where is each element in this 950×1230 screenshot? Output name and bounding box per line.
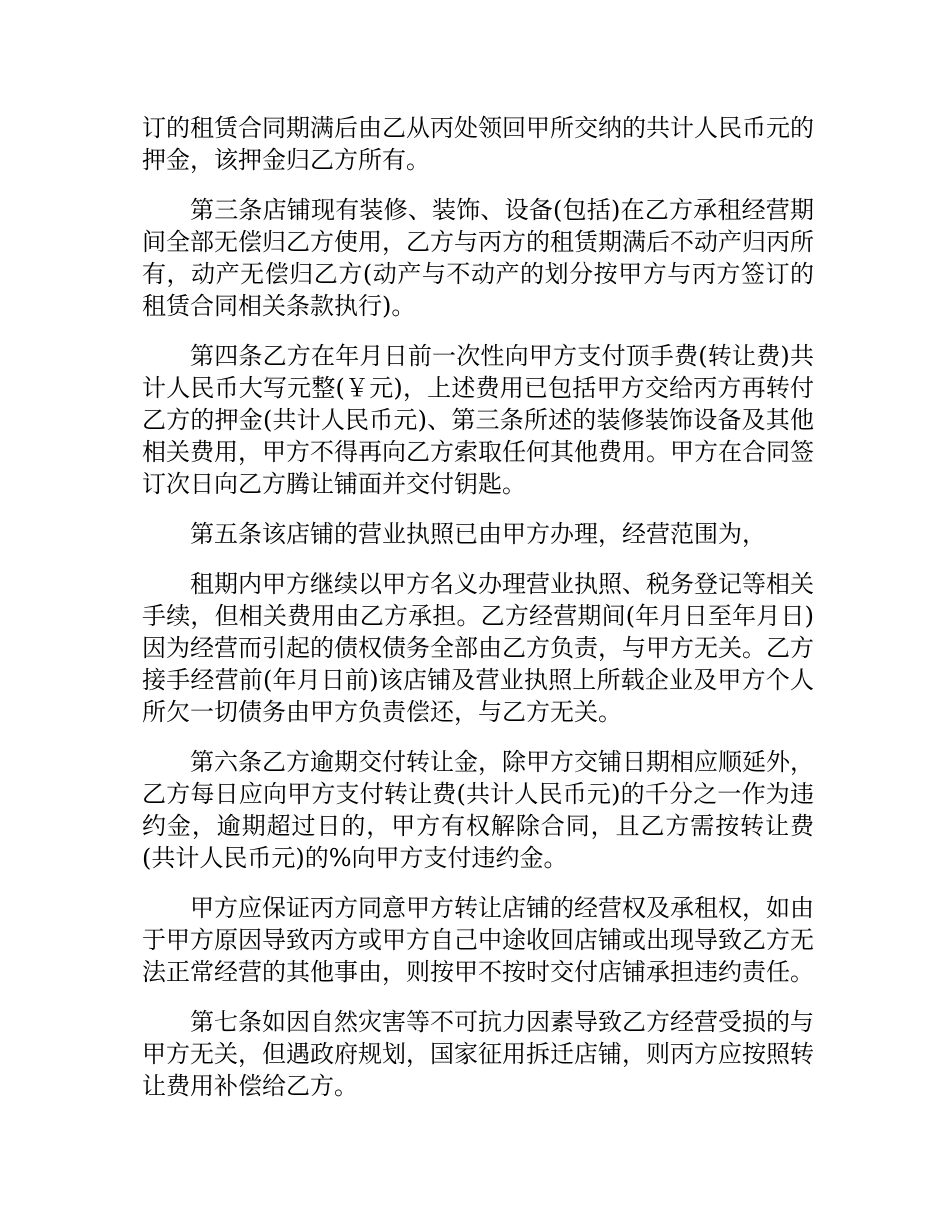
paragraph-article-6: 第六条乙方逾期交付转让金，除甲方交铺日期相应顺延外，乙方每日应向甲方支付转让费(共计人民币元)的千分之一作为违约金，逾期超过日的，甲方有权解除合同，且乙方需按转让费(共计人民币元)的%向甲方支付违约金。	[142, 748, 814, 872]
paragraph-article-5-detail: 租期内甲方继续以甲方名义办理营业执照、税务登记等相关手续，但相关费用由乙方承担。乙方经营期间(年月日至年月日)因为经营而引起的债权债务全部由乙方负责，与甲方无关。乙方接手经营前(年月日前)该店铺及营业执照上所载企业及甲方个人所欠一切债务由甲方负责偿还，与乙方无关。	[142, 570, 814, 726]
paragraph-deposit-continuation: 订的租赁合同期满后由乙从丙处领回甲所交纳的共计人民币元的押金，该押金归乙方所有。	[142, 114, 814, 174]
paragraph-article-3: 第三条店铺现有装修、装饰、设备(包括)在乙方承租经营期间全部无偿归乙方使用，乙方与丙方的租赁期满后不动产归丙所有，动产无偿归乙方(动产与不动产的划分按甲方与丙方签订的租赁合同相关条款执行)。	[142, 196, 814, 320]
document-body	[142, 112, 814, 1120]
paragraph-article-6-detail: 甲方应保证丙方同意甲方转让店铺的经营权及承租权，如由于甲方原因导致丙方或甲方自己中途收回店铺或出现导致乙方无法正常经营的其他事由，则按甲不按时交付店铺承担违约责任。	[142, 894, 814, 986]
paragraph-article-5: 第五条该店铺的营业执照已由甲方办理，经营范围为，	[190, 520, 766, 548]
paragraph-article-4: 第四条乙方在年月日前一次性向甲方支付顶手费(转让费)共计人民币大写元整(￥元)，上述费用已包括甲方交给丙方再转付乙方的押金(共计人民币元)、第三条所述的装修装饰设备及其他相关费用，甲方不得再向乙方索取任何其他费用。甲方在合同签订次日向乙方腾让铺面并交付钥匙。	[142, 342, 814, 498]
paragraph-article-7: 第七条如因自然灾害等不可抗力因素导致乙方经营受损的与甲方无关，但遇政府规划，国家征用拆迁店铺，则丙方应按照转让费用补偿给乙方。	[142, 1008, 814, 1100]
